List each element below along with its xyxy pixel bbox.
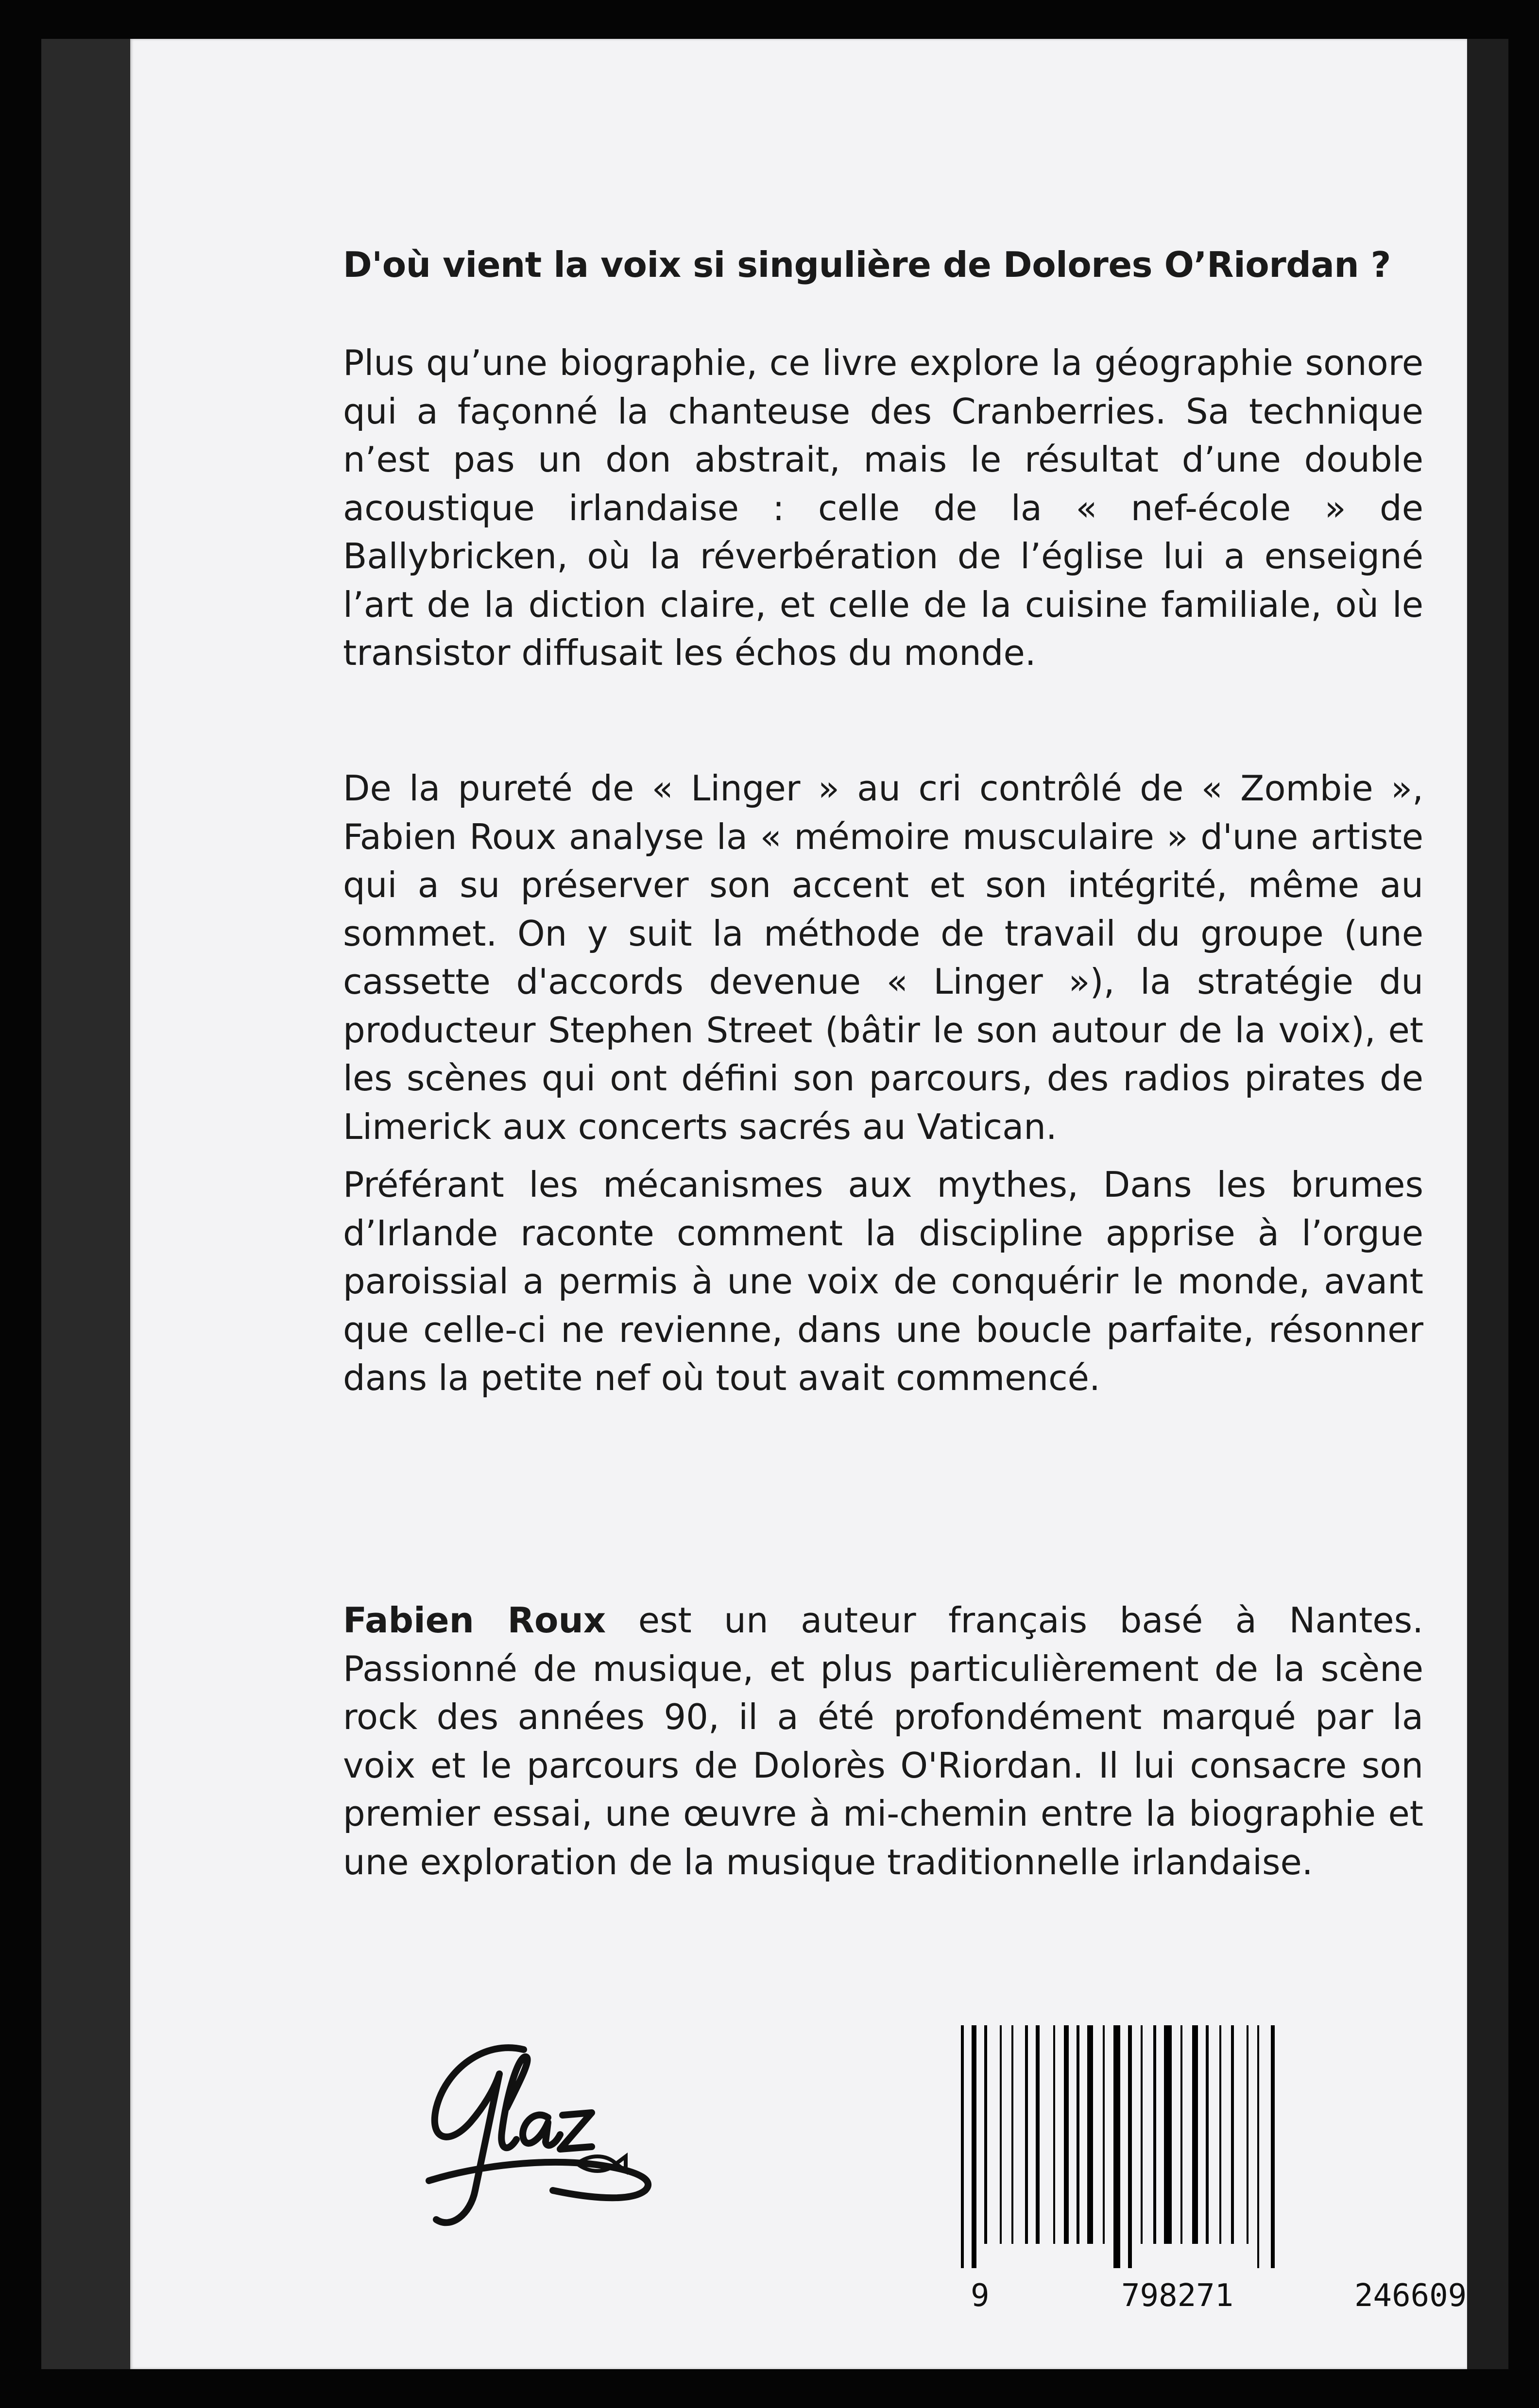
blurb-paragraph-3: Préférant les mécanismes aux mythes, Dans les brumes d’Irlande raconte comment la discipline apprise à l’orgue paroissial a permis à une voix de conquérir le monde, avant que celle-ci ne revienne, dans une boucle parfaite, résonner dans la petite nef où tout avait commencé.	[343, 1164, 1423, 1398]
barcode-left-group: 798271	[1121, 2278, 1234, 2314]
barcode-bar	[1087, 2025, 1093, 2244]
barcode-bar	[1077, 2025, 1079, 2244]
barcode-bar	[961, 2025, 964, 2268]
barcode-bar	[1011, 2025, 1013, 2244]
barcode-bar	[1153, 2025, 1156, 2244]
author-name: Fabien Roux	[343, 1600, 606, 1641]
barcode-bar	[1257, 2025, 1259, 2268]
barcode-bar	[1064, 2025, 1069, 2244]
barcode-bar	[1128, 2025, 1132, 2268]
back-cover	[130, 39, 1467, 2369]
barcode-bar	[1247, 2025, 1248, 2244]
barcode-bar	[1271, 2025, 1275, 2268]
barcode-bar	[1164, 2025, 1172, 2244]
barcode-bar	[1192, 2025, 1198, 2244]
barcode-lead-digit: 9	[971, 2278, 990, 2314]
barcode-bar	[972, 2025, 976, 2268]
barcode-bar	[1103, 2025, 1105, 2244]
barcode-bar	[1053, 2025, 1055, 2244]
barcode-bar	[1180, 2025, 1182, 2244]
barcode-bar	[1206, 2025, 1209, 2244]
barcode-bar	[1141, 2025, 1143, 2244]
barcode-bar	[1231, 2025, 1234, 2244]
barcode-bar	[1036, 2025, 1040, 2244]
barcode-bar	[984, 2025, 987, 2244]
barcode-bar	[1000, 2025, 1002, 2244]
blurb-paragraph-1: Plus qu’une biographie, ce livre explore la géographie sonore qui a façonné la chanteuse des Cranberries. Sa technique n’est pas un don abstrait, mais le résultat d’une double acoustique irlandaise : celle de la « nef-école » de Ballybricken, où la réverbération de l’église lui a enseigné l’art de la diction claire, et celle de la cuisine familiale, où le transistor diffusait les échos du monde.	[343, 342, 1423, 673]
barcode-right-group: 246609	[1354, 2278, 1467, 2314]
barcode-bar	[1113, 2025, 1120, 2268]
barcode-bar	[1219, 2025, 1221, 2244]
author-bio-text: est un auteur français basé à Nantes. Passionné de musique, et plus particulièrement de la scène rock des années 90, il a été profondément marqué par la voix et le parcours de Dolorès O'Riordan. Il lui consacre son premier essai, une œuvre à mi-chemin entre la biographie et une exploration de la musique traditionnelle irlandaise.	[343, 1600, 1423, 1882]
headline: D'où vient la voix si singulière de Dolores O’Riordan ?	[343, 244, 1391, 285]
cover-edge	[1462, 39, 1508, 2369]
publisher-logo	[402, 2035, 679, 2239]
author-bio	[343, 1596, 1423, 1886]
blurb-paragraph-2: De la pureté de « Linger » au cri contrôlé de « Zombie », Fabien Roux analyse la « mémoire musculaire » d'une artiste qui a su préserver son accent et son intégrité, même au sommet. On y suit la méthode de travail du groupe (une cassette d'accords devenue « Linger »), la stratégie du producteur Stephen Street (bâtir le son autour de la voix), et les scènes qui ont défini son parcours, des radios pirates de Limerick aux concerts sacrés au Vatican.	[343, 768, 1423, 1147]
book-spine	[41, 39, 138, 2369]
barcode-bar	[1025, 2025, 1028, 2244]
isbn-barcode	[951, 2025, 1539, 2317]
barcode-bars	[951, 2025, 1539, 2288]
